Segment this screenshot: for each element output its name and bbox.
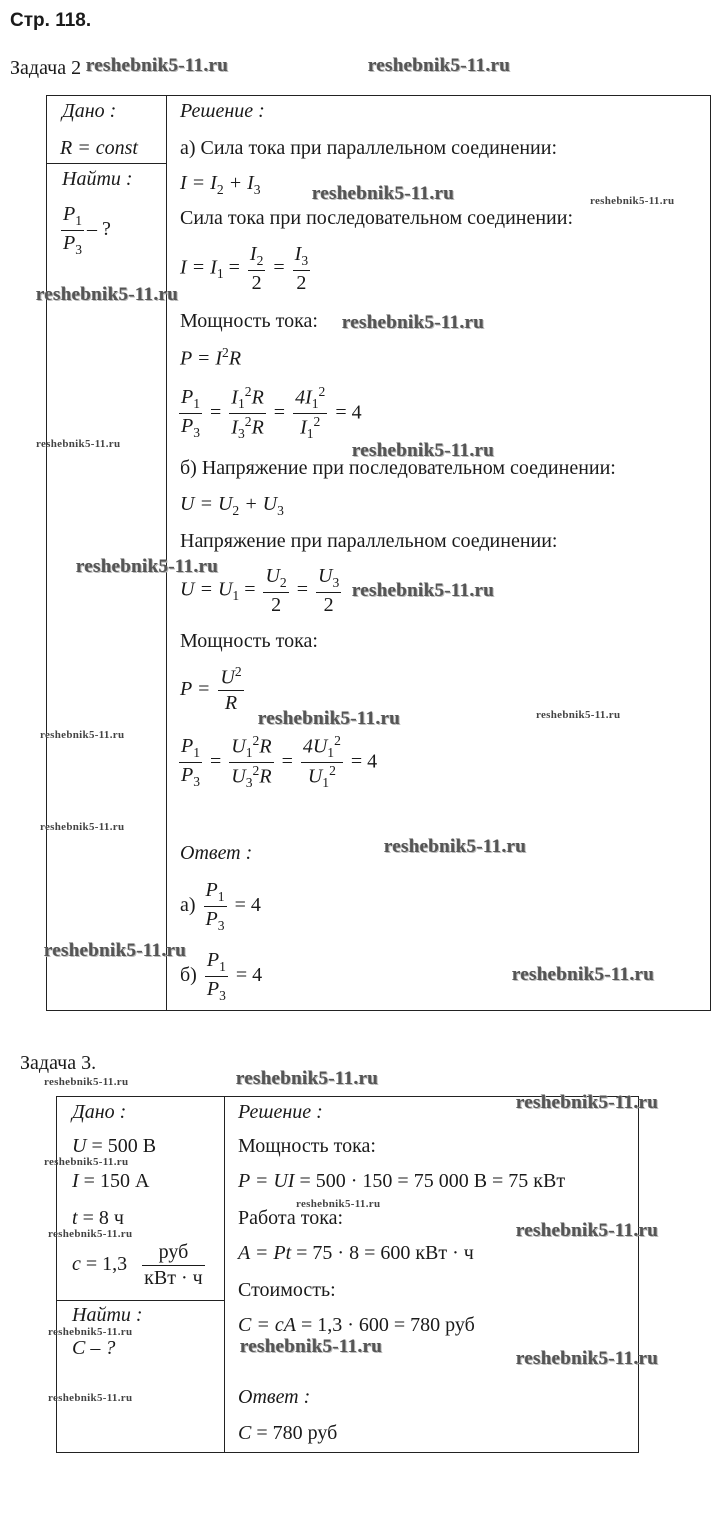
watermark: reshebnik5-11.ru	[536, 709, 621, 721]
watermark: reshebnik5-11.ru	[516, 1220, 659, 1241]
task2-border-top	[46, 95, 711, 96]
watermark: reshebnik5-11.ru	[86, 55, 229, 76]
task2-eq-voltage-sum: $U = U_2 + U_3$	[180, 493, 284, 518]
task2-find-label: Найти :	[62, 168, 133, 190]
task2-eq-voltage-parallel: $U = U_1$ = $\frac{U_2}{2}$ = $\frac{U_3}{2}$	[180, 565, 340, 616]
watermark: reshebnik5-11.ru	[40, 821, 125, 833]
page-header: Стр. 118.	[10, 10, 92, 31]
watermark: reshebnik5-11.ru	[40, 729, 125, 741]
task2-answer-b: б) $\frac{P_1}{P_3}$ = 4	[180, 949, 263, 1003]
task3-given-divider	[56, 1300, 225, 1301]
task2-answer-label: Ответ :	[180, 842, 253, 864]
watermark: reshebnik5-11.ru	[258, 708, 401, 729]
task3-cost-label: Стоимость:	[238, 1279, 336, 1301]
task3-title: Задача 3.	[20, 1052, 97, 1074]
task2-power-label-1: Мощность тока:	[180, 310, 318, 332]
watermark: reshebnik5-11.ru	[352, 580, 495, 601]
task2-border-right	[710, 95, 711, 1011]
watermark: reshebnik5-11.ru	[342, 312, 485, 333]
task3-work-label: Работа тока:	[238, 1207, 344, 1229]
task2-series-voltage-text: б) Напряжение при последовательном соединении:	[180, 457, 616, 479]
task3-find-value: C – ?	[72, 1337, 116, 1359]
task2-eq-ratio-current: $\frac{P_1}{P_3}$ = $\frac{I_1^2R}{I_3^2R}$ = $\frac{4I_1^2}{I_1^2}$ = 4	[181, 384, 362, 442]
task3-border-bottom	[56, 1452, 639, 1453]
task3-solution-label: Решение :	[238, 1101, 323, 1123]
task3-work-equation: A = Pt = 75 · 8 = 600 кВт · ч	[238, 1242, 474, 1264]
watermark: reshebnik5-11.ru	[48, 1326, 133, 1338]
task2-power-label-2: Мощность тока:	[180, 630, 318, 652]
task3-given-label: Дано :	[72, 1101, 127, 1123]
task2-find-ratio: $\frac{P_1}{P_3}$ – ?	[63, 203, 111, 257]
task3-answer-label: Ответ :	[238, 1386, 311, 1408]
watermark: reshebnik5-11.ru	[516, 1092, 659, 1113]
task3-power-equation: P = UI = 500 · 150 = 75 000 В = 75 кВт	[238, 1170, 566, 1192]
task3-border-right	[638, 1096, 639, 1453]
task2-solution-label: Решение :	[180, 100, 265, 122]
task2-eq-ratio-voltage: $\frac{P_1}{P_3}$ = $\frac{U_1^2R}{U_3^2R}$ = $\frac{4U_1^2}{U_1^2}$ = 4	[181, 733, 378, 791]
task2-eq-current-sum: $I = I_2 + I_3$	[180, 172, 261, 197]
watermark: reshebnik5-11.ru	[240, 1336, 383, 1357]
watermark: reshebnik5-11.ru	[48, 1392, 133, 1404]
task2-title: Задача 2	[10, 57, 82, 79]
task2-border-left	[46, 95, 47, 1011]
watermark: reshebnik5-11.ru	[384, 836, 527, 857]
task2-series-current-text: Сила тока при последовательном соединении:	[180, 207, 574, 229]
task2-given-label: Дано :	[62, 100, 117, 122]
task2-parallel-voltage-text: Напряжение при параллельном соединении:	[180, 530, 558, 552]
task2-border-bottom	[46, 1010, 711, 1011]
task2-given-value: R = const	[60, 137, 138, 159]
task2-eq-power-ur: P = $\frac{U^2}{R}$	[180, 664, 242, 715]
watermark: reshebnik5-11.ru	[516, 1348, 659, 1369]
watermark: reshebnik5-11.ru	[76, 556, 219, 577]
task3-given-voltage: U = 500 В	[72, 1135, 157, 1157]
task3-given-time: t = 8 ч	[72, 1207, 124, 1229]
task3-find-label: Найти :	[72, 1304, 143, 1326]
watermark: reshebnik5-11.ru	[44, 1076, 129, 1088]
task3-power-label: Мощность тока:	[238, 1135, 376, 1157]
task3-given-current: I = 150 А	[72, 1170, 150, 1192]
watermark: reshebnik5-11.ru	[590, 195, 675, 207]
task2-answer-a: а) $\frac{P_1}{P_3}$ = 4	[180, 879, 261, 933]
watermark: reshebnik5-11.ru	[236, 1068, 379, 1089]
watermark: reshebnik5-11.ru	[36, 284, 179, 305]
watermark: reshebnik5-11.ru	[368, 55, 511, 76]
task3-given-rate: c = 1,3 $\frac{\text{руб}}{\text{кВт · ч}}$	[72, 1241, 203, 1289]
task2-eq-current-series: $I = I_1$ = $\frac{I_2}{2}$ = $\frac{I_3}{2}$	[180, 243, 309, 294]
task2-column-divider	[166, 95, 167, 1011]
task3-column-divider	[224, 1096, 225, 1453]
task2-eq-power-ir: $P = I^2R$	[180, 345, 242, 370]
watermark: reshebnik5-11.ru	[48, 1228, 133, 1240]
watermark: reshebnik5-11.ru	[512, 964, 655, 985]
task2-given-divider	[46, 163, 167, 164]
task3-cost-equation: C = cA = 1,3 · 600 = 780 руб	[238, 1314, 475, 1336]
watermark: reshebnik5-11.ru	[352, 440, 495, 461]
watermark: reshebnik5-11.ru	[312, 183, 455, 204]
watermark: reshebnik5-11.ru	[44, 940, 187, 961]
watermark: reshebnik5-11.ru	[296, 1198, 381, 1210]
watermark: reshebnik5-11.ru	[44, 1156, 129, 1168]
watermark: reshebnik5-11.ru	[36, 438, 121, 450]
task2-parallel-current-text: а) Сила тока при параллельном соединении:	[180, 137, 558, 159]
task3-answer-value: C = 780 руб	[238, 1422, 338, 1444]
